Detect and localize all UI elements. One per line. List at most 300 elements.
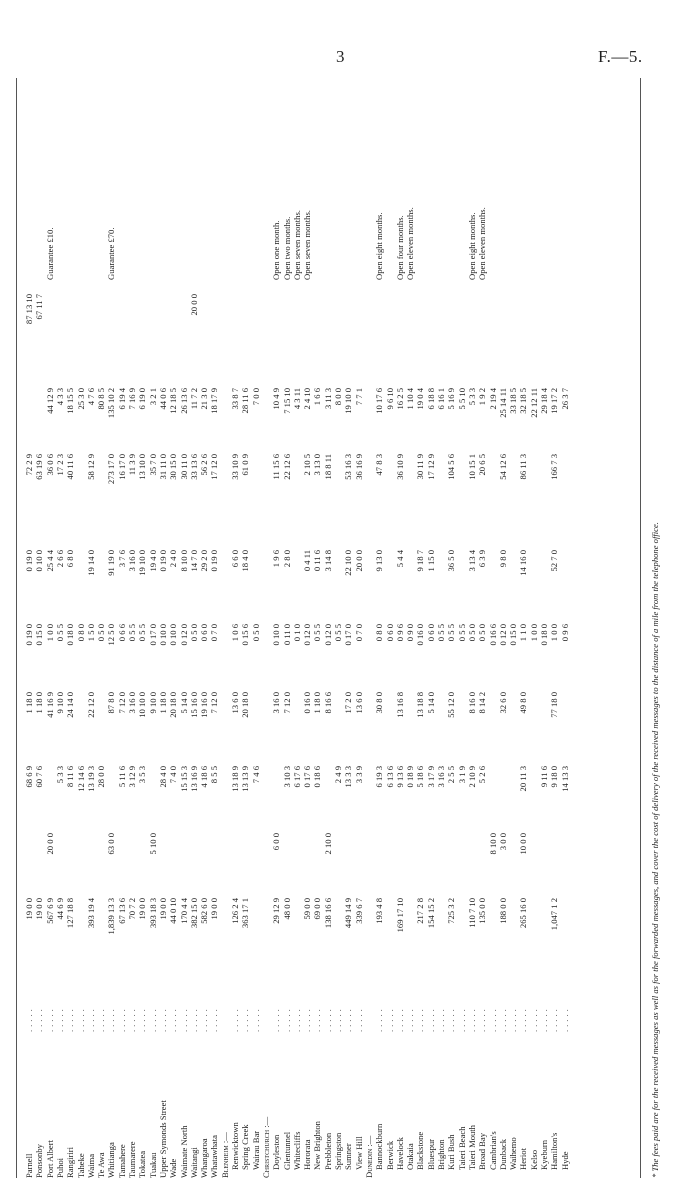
table-row [76, 78, 86, 1178]
exchange-name: Tuakau [147, 1152, 158, 1178]
leader-dots: ..... [147, 1006, 158, 1032]
exchange-name: Rangiriri [65, 1146, 76, 1178]
cell-c3: 3 16 3 [436, 766, 446, 788]
exchange-name: Prebbleton [322, 1132, 333, 1170]
cell-c7: 3 13 0 [312, 454, 323, 476]
cell-c4: 7 12 0 [281, 692, 292, 714]
cell-c8: 11 7 2 [188, 388, 199, 410]
cell-c7: 13 10 0 [137, 454, 148, 480]
cell-c8: 16 2 5 [394, 388, 405, 410]
exchange-name: Parnell [24, 1153, 34, 1178]
cell-c4: 17 2 0 [343, 692, 354, 714]
exchange-name: Kyeburn [539, 1139, 549, 1170]
cell-c3: 0 17 6 [302, 766, 313, 788]
cell-c5: 0 12 0 [178, 624, 189, 646]
cell-c1: 110 7 10 [466, 898, 477, 928]
cell-c6: 36 5 0 [446, 550, 457, 572]
cell-c6: 0 11 6 [312, 550, 323, 572]
cell-c3: 5 18 6 [415, 766, 426, 788]
leader-dots: ..... [539, 1006, 549, 1032]
cell-c6: 18 4 0 [240, 550, 251, 572]
cell-c1: 169 17 10 [394, 898, 405, 933]
cell-c1: 67 13 6 [116, 898, 127, 924]
leader-dots: ..... [106, 1006, 117, 1032]
leader-dots: ..... [85, 1006, 96, 1032]
cell-c8: 18 17 9 [209, 388, 220, 414]
cell-c3: 13 18 9 [230, 766, 240, 792]
cell-c5: 1 0 0 [549, 624, 560, 642]
cell-c4: 9 10 0 [147, 692, 158, 714]
cell-c6: 1 15 0 [425, 550, 436, 572]
leader-dots: ..... [281, 1006, 292, 1032]
cell-c8: 29 18 4 [539, 388, 549, 414]
cell-c8: 22 12 11 [528, 388, 539, 418]
cell-c6: 52 7 0 [549, 550, 560, 572]
cell-c3: 28 0 0 [96, 766, 107, 788]
cell-c4: 8 14 2 [477, 692, 488, 714]
exchange-name: Waihemo [508, 1137, 519, 1170]
cell-c4: 13 18 8 [415, 692, 426, 718]
leader-dots: ..... [446, 1006, 457, 1032]
cell-c8: 80 8 5 [96, 388, 107, 410]
cell-c2: 63 0 0 [106, 833, 117, 855]
cell-c8: 5 5 10 [456, 388, 467, 410]
cell-c3: 6 13 6 [384, 766, 395, 788]
cell-c4: 9 10 0 [54, 692, 65, 714]
table-row [137, 78, 147, 1178]
cell-c8: 12 18 5 [168, 388, 179, 414]
cell-c7: 86 11 3 [518, 454, 529, 480]
cell-c7: 33 13 6 [188, 454, 199, 480]
cell-c6: 14 7 0 [188, 550, 199, 572]
cell-c2: 3 0 0 [497, 833, 508, 851]
table-row [518, 78, 528, 1178]
table-rule-bottom [640, 78, 641, 1178]
remark: Open seven months. [291, 210, 302, 280]
table-row [323, 78, 333, 1178]
table-row [488, 78, 498, 1178]
cell-c8: 19 17 2 [549, 388, 560, 414]
table-row [45, 78, 55, 1178]
exchange-name: Blackstone [415, 1131, 426, 1170]
cell-c7: 56 2 6 [199, 454, 210, 476]
cell-c7: 40 11 6 [65, 454, 76, 480]
cell-c4: 1 18 0 [24, 692, 34, 714]
table-rule-top [16, 78, 17, 1178]
document-reference: F.—5. [598, 47, 643, 66]
table-row [436, 78, 446, 1178]
leader-dots: ..... [209, 1006, 220, 1032]
cell-c5: 0 9 0 [405, 624, 416, 642]
cell-c4: 15 16 0 [188, 692, 199, 718]
cell-c3: 0 18 9 [405, 766, 416, 788]
table-row [292, 78, 302, 1178]
cell-c3: 6 19 3 [374, 766, 385, 788]
cell-c6: 6 8 0 [65, 550, 76, 568]
cell-c3: 68 6 9 [24, 766, 34, 788]
cell-c4: 5 14 0 [178, 692, 189, 714]
cell-c5: 0 16 0 [415, 624, 426, 646]
cell-c5: 0 5 5 [312, 624, 323, 642]
cell-c3: 20 11 3 [518, 766, 529, 792]
table-row [333, 78, 343, 1178]
cell-c6: 3 14 8 [322, 550, 333, 572]
leader-dots: ..... [34, 1006, 45, 1032]
cell-c7: 11 15 6 [271, 454, 282, 480]
cell-c7: 30 11 0 [178, 454, 189, 480]
cell-c3: 13 19 3 [85, 766, 96, 792]
cell-c8: 1 9 2 [477, 388, 488, 406]
cell-c4: 30 8 0 [374, 692, 385, 714]
cell-c5: 0 5 5 [137, 624, 148, 642]
leader-dots: ..... [322, 1006, 333, 1032]
cell-c5: 0 9 6 [394, 624, 405, 642]
cell-c1: 393 18 3 [147, 898, 158, 929]
cell-c6: 22 10 0 [343, 550, 354, 576]
cell-c5: 0 16 6 [487, 624, 498, 646]
cell-c5: 0 5 5 [127, 624, 137, 642]
cell-c7: 17 12 0 [209, 454, 220, 480]
exchange-name: Whitecliffs [291, 1131, 302, 1170]
cell-c5: 0 5 0 [250, 624, 261, 642]
cell-c8: 18 15 5 [65, 388, 76, 414]
cell-c3: 60 7 6 [34, 766, 45, 788]
cell-c8: 7 7 1 [353, 388, 364, 406]
cell-c1: 48 0 0 [281, 898, 292, 920]
table-row [271, 78, 281, 1178]
exchange-name: Broad Bay [477, 1133, 488, 1170]
cell-c5: 0 9 6 [559, 624, 570, 642]
exchange-name: Otakaia [405, 1143, 416, 1170]
cell-c7: 10 15 1 [466, 454, 477, 480]
cell-c1: 19 0 0 [209, 898, 220, 920]
cell-c8: 6 18 8 [425, 388, 436, 410]
cell-c1: 449 14 9 [343, 898, 354, 929]
cell-c5: 0 18 0 [539, 624, 549, 646]
cell-c5: 0 15 6 [240, 624, 251, 646]
remark: Open four months. [394, 215, 405, 280]
leader-dots: ..... [199, 1006, 210, 1032]
table-row [498, 78, 508, 1178]
cell-c8: 7 16 9 [127, 388, 137, 410]
cell-c4: 13 6 0 [230, 692, 240, 714]
cell-c3: 9 18 0 [549, 766, 560, 788]
exchange-name: Taieri Mouth [466, 1125, 477, 1170]
cell-c9: 20 0 0 [188, 294, 199, 316]
cell-c6: 9 8 0 [497, 550, 508, 568]
cell-c5: 1 5 0 [85, 624, 96, 642]
table-row [343, 78, 353, 1178]
exchange-name: Hamilton's [549, 1132, 560, 1170]
cell-c3: 5 2 6 [477, 766, 488, 784]
exchange-name: Berwick [384, 1140, 395, 1170]
exchange-name: View Hill [353, 1136, 364, 1170]
table-row [405, 78, 415, 1178]
table-section-heading [261, 78, 271, 1178]
cell-c8: 5 3 3 [466, 388, 477, 406]
cell-c4: 8 16 6 [322, 692, 333, 714]
table-row [55, 78, 65, 1178]
cell-c5: 0 5 5 [333, 624, 343, 642]
exchange-name: Ponsonby [34, 1144, 45, 1178]
leader-dots: ..... [96, 1006, 107, 1032]
table-row [179, 78, 189, 1178]
cell-c5: 0 6 0 [425, 624, 436, 642]
remark: Open eleven months. [477, 207, 488, 280]
cell-c1: 393 19 4 [85, 898, 96, 929]
cell-c8: 26 3 7 [559, 388, 570, 410]
page-number: 3 [336, 47, 345, 66]
cell-c3: 13 3 3 [343, 766, 354, 788]
leader-dots: ..... [374, 1006, 385, 1032]
exchange-name: Whatawhata [209, 1135, 220, 1178]
exchange-name: Dunback [497, 1138, 508, 1170]
cell-c1: 59 0 0 [302, 898, 313, 920]
cell-c5: 0 12 0 [322, 624, 333, 646]
cell-c5: 1 0 6 [230, 624, 240, 642]
cell-c4: 8 16 0 [466, 692, 477, 714]
table-row [199, 78, 209, 1178]
leader-dots: ..... [487, 1006, 498, 1032]
cell-c1: 265 16 0 [518, 898, 529, 929]
exchange-name: Waitangi [188, 1147, 199, 1178]
cell-c1: 19 0 0 [34, 898, 45, 920]
cell-c5: 0 12 0 [302, 624, 313, 646]
cell-c3: 7 4 6 [250, 766, 261, 784]
leader-dots: ..... [75, 1006, 86, 1032]
exchange-name: Te Awa [96, 1152, 107, 1178]
table-row [230, 78, 240, 1178]
leader-dots: ..... [528, 1006, 539, 1032]
table-row [446, 78, 456, 1178]
cell-c3: 3 3 9 [353, 766, 364, 784]
cell-c5: 0 17 0 [343, 624, 354, 646]
table-row [374, 78, 384, 1178]
cell-c1: 19 0 0 [137, 898, 148, 920]
exchange-name: Spring Creek [240, 1124, 251, 1170]
table-row [189, 78, 199, 1178]
cell-c6: 0 19 0 [157, 550, 168, 572]
table-row [395, 78, 405, 1178]
cell-c1: 725 3 2 [446, 898, 457, 924]
cell-c7: 47 8 3 [374, 454, 385, 476]
cell-c5: 0 5 0 [477, 624, 488, 642]
cell-c5: 0 18 0 [65, 624, 76, 646]
table-row [209, 78, 219, 1178]
cell-c1: 217 2 8 [415, 898, 426, 924]
cell-c8: 21 3 0 [199, 388, 210, 410]
cell-c3: 5 3 3 [54, 766, 65, 784]
cell-c7: 30 15 0 [168, 454, 179, 480]
cell-c5: 0 12 0 [497, 624, 508, 646]
leader-dots: ..... [477, 1006, 488, 1032]
cell-c8: 1 6 6 [312, 388, 323, 406]
cell-c5: 0 5 5 [446, 624, 457, 642]
cell-c3: 6 17 6 [291, 766, 302, 788]
table-row [354, 78, 364, 1178]
footnote: * The fees paid are for the received messages as well as for the forwarded messages, and cover the cost of delivery of the received messages to the distance of a mile from the telephone office. [650, 522, 660, 1178]
leader-dots: ..... [127, 1006, 137, 1032]
cell-c7: 31 11 0 [157, 454, 168, 480]
cell-c3: 4 18 6 [199, 766, 210, 788]
cell-c4: 5 14 0 [425, 692, 436, 714]
leader-dots: ..... [425, 1006, 436, 1032]
cell-c8: 4 3 3 [54, 388, 65, 406]
table-row [457, 78, 467, 1178]
cell-c4: 0 16 0 [302, 692, 313, 714]
cell-c5: 0 5 5 [436, 624, 446, 642]
leader-dots: ..... [343, 1006, 354, 1032]
cell-c1: 126 2 4 [230, 898, 240, 924]
leader-dots: ..... [456, 1006, 467, 1032]
cell-c4: 1 18 0 [312, 692, 323, 714]
table-row [560, 78, 570, 1178]
cell-c2: 5 10 0 [147, 833, 158, 855]
cell-c4: 32 6 0 [497, 692, 508, 714]
cell-c3: 13 16 9 [188, 766, 199, 792]
cell-c3: 2 10 9 [466, 766, 477, 788]
cell-c8: 26 13 6 [178, 388, 189, 414]
cell-c6: 0 4 11 [302, 550, 313, 572]
cell-c3: 2 5 5 [446, 766, 457, 784]
cell-c5: 0 6 0 [384, 624, 395, 642]
cell-c7: 11 3 9 [127, 454, 137, 476]
cell-c4: 24 14 0 [65, 692, 76, 718]
cell-c7: 54 12 6 [497, 454, 508, 480]
cell-c7: 58 12 9 [85, 454, 96, 480]
table-row [312, 78, 322, 1178]
cell-c3: 3 17 9 [425, 766, 436, 788]
statistics-table [10, 78, 650, 1178]
cell-c1: 154 15 2 [425, 898, 436, 929]
leader-dots: ..... [271, 1006, 282, 1032]
cell-c3: 14 13 3 [559, 766, 570, 792]
cell-c7: 16 17 0 [116, 454, 127, 480]
leader-dots: ..... [384, 1006, 395, 1032]
remark: Open seven months. [302, 210, 313, 280]
cell-c6: 14 16 0 [518, 550, 529, 576]
cell-c7: 61 0 9 [240, 454, 251, 476]
exchange-name: Tamahere [116, 1144, 127, 1178]
remark: Open two months. [281, 216, 292, 280]
cell-c3: 9 13 6 [394, 766, 405, 788]
exchange-name: Whangaroa [199, 1138, 210, 1178]
cell-c6: 9 13 0 [374, 550, 385, 572]
remark: Open eight months. [374, 212, 385, 280]
exchange-name: Taieri Beach [456, 1126, 467, 1170]
cell-c8: 6 19 4 [116, 388, 127, 410]
cell-c7: 22 12 6 [281, 454, 292, 480]
cell-c5: 0 5 0 [188, 624, 199, 642]
cell-c3: 9 11 6 [539, 766, 549, 788]
cell-c4: 1 18 0 [157, 692, 168, 714]
cell-c1: 567 6 9 [44, 898, 55, 924]
cell-c8: 19 10 0 [343, 388, 354, 414]
cell-c5: 0 15 0 [508, 624, 519, 646]
table-row [529, 78, 539, 1178]
exchange-name: Heriot [518, 1148, 529, 1170]
cell-c4: 13 6 0 [353, 692, 364, 714]
cell-c1: 382 15 0 [188, 898, 199, 929]
cell-c3: 3 5 3 [137, 766, 148, 784]
cell-c7: 2 10 5 [302, 454, 313, 476]
cell-c5: 0 17 0 [147, 624, 158, 646]
remark: Open eight months. [466, 212, 477, 280]
cell-c8: 44 0 6 [157, 388, 168, 410]
cell-c5: 0 5 5 [54, 624, 65, 642]
cell-c5: 0 5 5 [456, 624, 467, 642]
cell-c8: 7 15 10 [281, 388, 292, 414]
cell-c6: 0 19 0 [24, 550, 34, 572]
cell-c7: 63 19 6 [34, 454, 45, 480]
leader-dots: ..... [394, 1006, 405, 1032]
exchange-name: Havelock [394, 1137, 405, 1170]
table-row [251, 78, 261, 1178]
leader-dots: ..... [508, 1006, 519, 1032]
exchange-name: Waima [85, 1153, 96, 1178]
cell-c4: 19 16 0 [199, 692, 210, 718]
cell-c1: 582 6 0 [199, 898, 210, 924]
table-row [158, 78, 168, 1178]
cell-c3: 8 5 5 [209, 766, 220, 784]
cell-c7: 18 8 11 [322, 454, 333, 480]
table-row [86, 78, 96, 1178]
cell-c5: 0 10 0 [157, 624, 168, 646]
remark: Open one month. [271, 220, 282, 280]
cell-c8: 5 16 9 [446, 388, 457, 410]
remark: Open eleven months. [405, 207, 416, 280]
cell-c7: 36 0 6 [44, 454, 55, 476]
leader-dots: ..... [518, 1006, 529, 1032]
exchange-name: Taheke [75, 1153, 86, 1178]
cell-c4: 20 18 0 [168, 692, 179, 718]
cell-c8: 33 8 7 [230, 388, 240, 410]
cell-c4: 20 18 0 [240, 692, 251, 718]
cell-c5: 1 0 0 [528, 624, 539, 642]
cell-c6: 3 7 6 [116, 550, 127, 568]
cell-c8: 32 18 5 [518, 388, 529, 414]
exchange-name: Hororata [302, 1139, 313, 1170]
exchange-name: Bannockburn [374, 1123, 385, 1170]
cell-c6: 6 6 0 [230, 550, 240, 568]
cell-c3: 7 4 0 [168, 766, 179, 784]
cell-c8: 3 2 1 [147, 388, 158, 406]
table-row [148, 78, 158, 1178]
table-row [508, 78, 518, 1178]
leader-dots: ..... [157, 1006, 168, 1032]
cell-c1: 29 12 9 [271, 898, 282, 924]
exchange-name: Port Albert [44, 1140, 55, 1178]
cell-c7: 166 7 3 [549, 454, 560, 480]
cell-c5: 0 10 0 [271, 624, 282, 646]
cell-c2: 2 10 0 [322, 833, 333, 855]
cell-c6: 9 18 7 [415, 550, 426, 572]
leader-dots: ..... [24, 1006, 34, 1032]
cell-c6: 2 4 0 [168, 550, 179, 568]
leader-dots: ..... [188, 1006, 199, 1032]
cell-c7: 17 2 3 [54, 454, 65, 476]
cell-c7: 104 5 6 [446, 454, 457, 480]
cell-c5: 0 19 0 [24, 624, 34, 646]
cell-c8: 3 11 3 [322, 388, 333, 410]
cell-c1: 44 6 9 [54, 898, 65, 920]
cell-c6: 0 19 0 [209, 550, 220, 572]
remark: Guarantee £70. [106, 227, 117, 280]
cell-c1: 1,047 1 2 [549, 898, 560, 931]
cell-c1: 19 0 0 [24, 898, 34, 920]
cell-c6: 3 16 0 [127, 550, 137, 572]
exchange-name: Waimate North [178, 1125, 189, 1178]
